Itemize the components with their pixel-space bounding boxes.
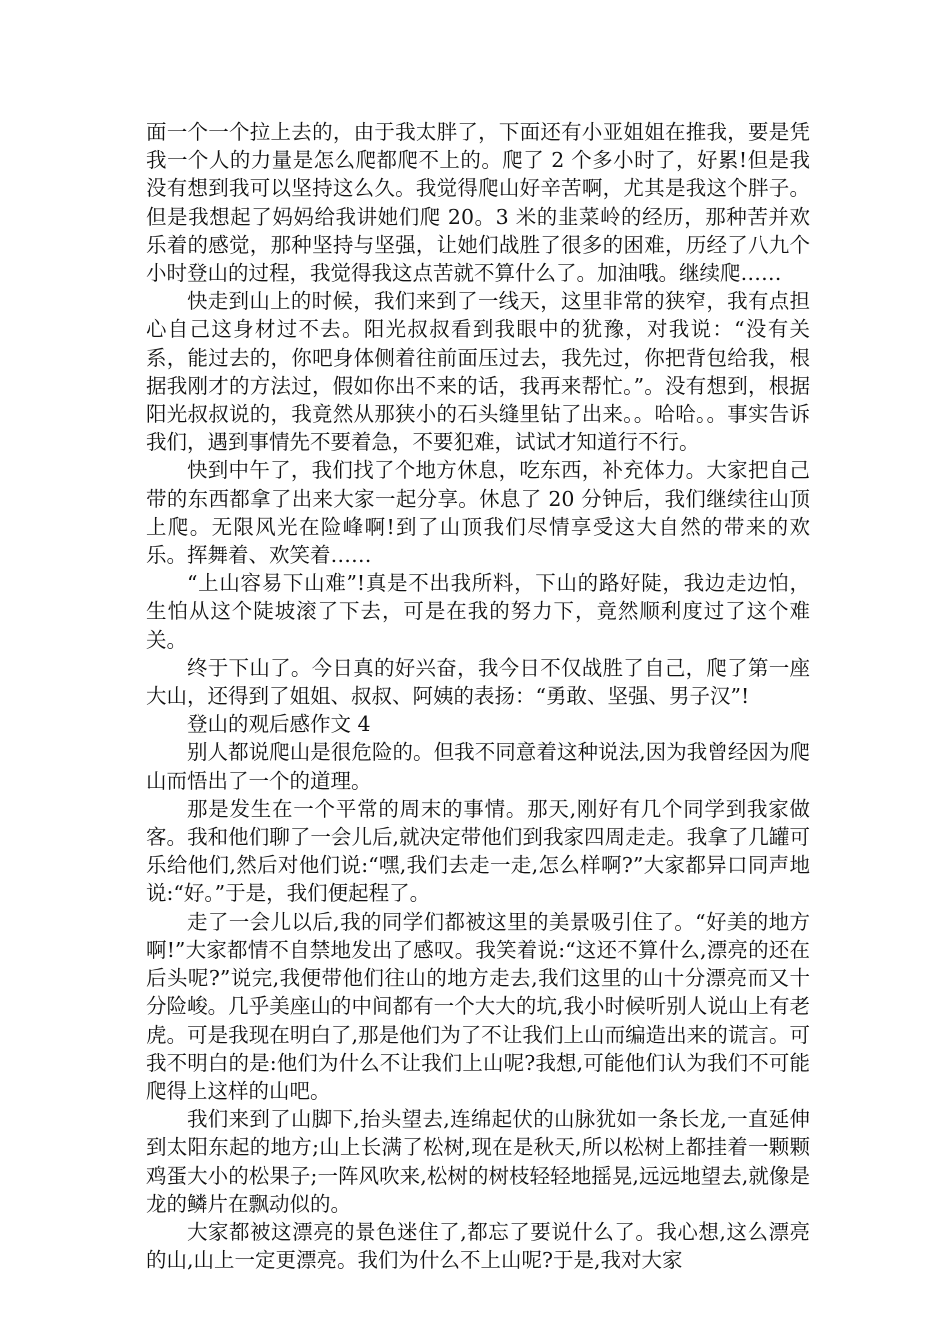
paragraph: 面一个一个拉上去的，由于我太胖了，下面还有小亚姐姐在推我，要是凭我一个人的力量是怎么爬都爬不上的。爬了 2 个多小时了，好累!但是我没有想到我可以坚持这么久。我觉得爬山好辛苦啊，尤其是我这个胖子。但是我想起了妈妈给我讲她们爬 20。3 米的韭菜岭的经历，那种苦并欢乐着的感觉，那种坚持与坚强，让她们战胜了很多的困难，历经了八九个小时登山的过程，我觉得我这点苦就不算什么了。加油哦。继续爬…… [146, 120, 810, 286]
paragraph: “上山容易下山难”!真是不出我所料，下山的路好陡，我边走边怕，生怕从这个陡坡滚了下去，可是在我的努力下，竟然顺利度过了这个难关。 [146, 571, 810, 652]
paragraph: 走了一会儿以后,我的同学们都被这里的美景吸引住了。“好美的地方啊!”大家都情不自禁地发出了感叹。我笑着说:“这还不算什么,漂亮的还在后头呢?”说完,我便带他们往山的地方走去,我们这里的山十分漂亮而又十分险峻。几乎美座山的中间都有一个大大的坑,我小时候听别人说山上有老虎。可是我现在明白了,那是他们为了不让我们上山而编造出来的谎言。可我不明白的是:他们为什么不让我们上山呢?我想,可能他们认为我们不可能爬得上这样的山吧。 [146, 909, 810, 1103]
paragraph: 那是发生在一个平常的周末的事情。那天,刚好有几个同学到我家做客。我和他们聊了一会儿后,就决定带他们到我家四周走走。我拿了几罐可乐给他们,然后对他们说:“嘿,我们去走一走,怎么样啊?”大家都异口同声地说:“好。”于是，我们便起程了。 [146, 796, 810, 906]
paragraph: 终于下山了。今日真的好兴奋，我今日不仅战胜了自己，爬了第一座大山，还得到了姐姐、叔叔、阿姨的表扬：“勇敢、坚强、男子汉”! [146, 655, 810, 709]
paragraph: 快到中午了，我们找了个地方休息，吃东西，补充体力。大家把自己带的东西都拿了出来大家一起分享。休息了 20 分钟后，我们继续往山顶上爬。无限风光在险峰啊!到了山顶我们尽情享受这大自然的带来的欢乐。挥舞着、欢笑着…… [146, 458, 810, 568]
paragraph: 别人都说爬山是很危险的。但我不同意着这种说法,因为我曾经因为爬山而悟出了一个的道理。 [146, 740, 810, 793]
paragraph: 我们来到了山脚下,抬头望去,连绵起伏的山脉犹如一条长龙,一直延伸到太阳东起的地方;山上长满了松树,现在是秋天,所以松树上都挂着一颗颗鸡蛋大小的松果子;一阵风吹来,松树的树枝轻轻地摇晃,远远地望去,就像是龙的鳞片在飘动似的。 [146, 1107, 810, 1216]
document-page [146, 118, 810, 1274]
section-heading: 登山的观后感作文 4 [187, 712, 371, 737]
paragraph: 快走到山上的时候，我们来到了一线天，这里非常的狭窄，我有点担心自己这身材过不去。阳光叔叔看到我眼中的犹豫，对我说：“没有关系，能过去的，你吧身体侧着往前面压过去，我先过，你把背包给我，根据我刚才的方法过，假如你出不来的话，我再来帮忙。”。没有想到，根据阳光叔叔说的，我竟然从那狭小的石头缝里钻了出来。。哈哈。。事实告诉我们，遇到事情先不要着急，不要犯难，试试才知道行不行。 [146, 289, 810, 455]
paragraph: 大家都被这漂亮的景色迷住了,都忘了要说什么了。我心想,这么漂亮的山,山上一定更漂亮。我们为什么不上山呢?于是,我对大家 [146, 1219, 810, 1273]
